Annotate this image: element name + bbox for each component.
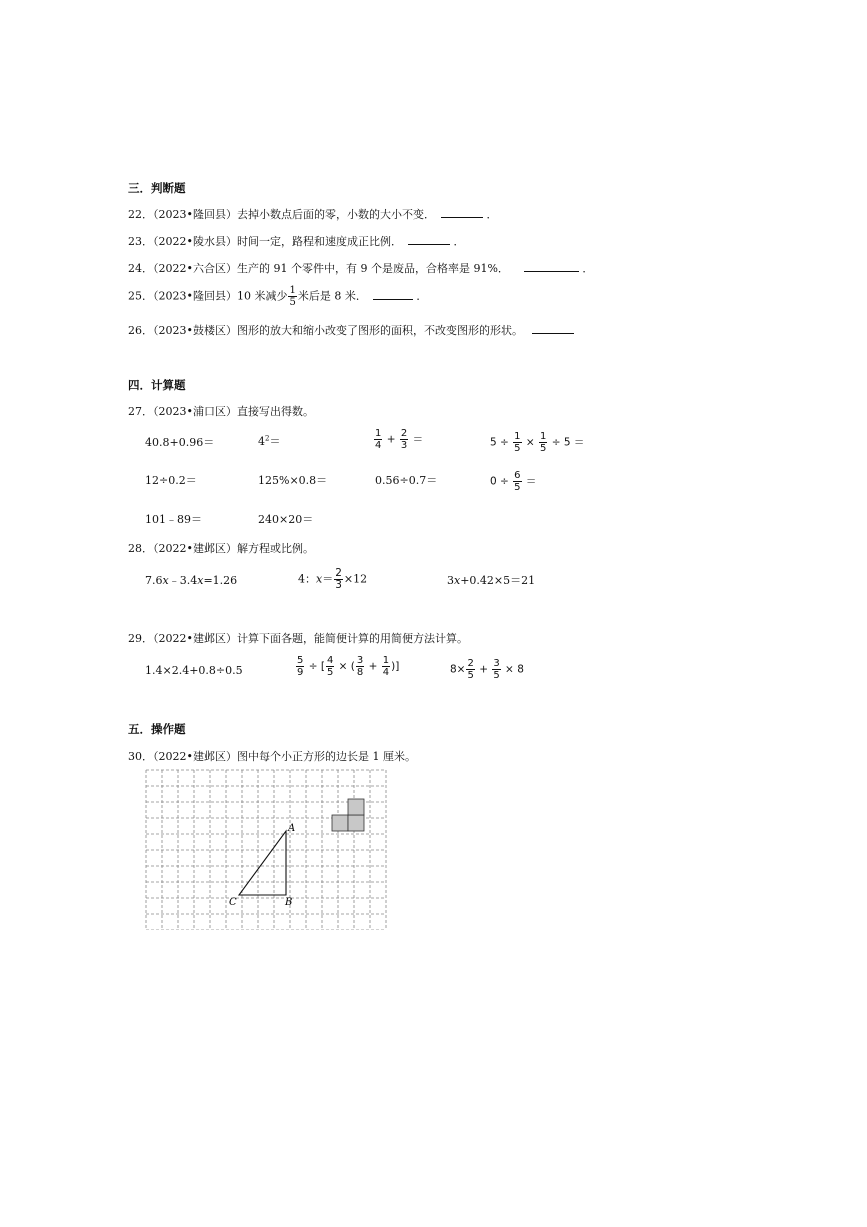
expr-part: ÷ 5 ＝ — [548, 436, 585, 449]
section-heading-operation: 五．操作题 — [128, 722, 186, 736]
fraction-denominator: 9 — [297, 667, 304, 678]
calc-item — [258, 433, 280, 449]
exponent: 2 — [265, 434, 270, 443]
question-end: ． — [486, 208, 498, 221]
question-end: ． — [453, 235, 465, 248]
expr-part: 5 ÷ — [490, 436, 513, 449]
question-source: 24．（2022•六合区） — [128, 262, 237, 275]
question-30-title: 30．（2022•建邺区）图中每个小正方形的边长是 1 厘米。 — [128, 750, 416, 763]
fraction-numerator: 1 — [382, 655, 390, 666]
fraction-numerator: 4 — [326, 655, 334, 666]
expression-1: 1.4×2.4+0.8÷0.5 — [145, 664, 243, 677]
variable: x — [454, 574, 461, 587]
expr-part: 8× — [450, 663, 466, 676]
grid-figure — [143, 767, 397, 930]
expr-part: × 8 — [501, 663, 524, 676]
section-heading-calculation: 四．计算题 — [128, 378, 186, 392]
fraction-denominator: 5 — [514, 443, 521, 454]
calc-item: 12÷0.2＝ — [145, 474, 197, 487]
l-shape-square — [332, 815, 348, 831]
expr-part: × ( — [335, 660, 355, 673]
expr-part: ＝ — [522, 475, 537, 488]
equals: ＝ — [412, 433, 424, 446]
variable: x — [197, 574, 204, 587]
expr-part: × — [522, 436, 539, 449]
fraction-denominator: 5 — [514, 482, 521, 493]
triangle-abc — [239, 831, 286, 895]
expression-3 — [450, 658, 524, 681]
question-22 — [128, 206, 497, 222]
expr-part: )] — [391, 660, 400, 673]
fraction-numerator: 3 — [356, 655, 364, 666]
fraction-denominator: 5 — [326, 667, 334, 678]
l-shape-square — [348, 815, 364, 831]
fraction-denominator: 5 — [540, 443, 547, 454]
vertex-label-a: A — [288, 823, 296, 834]
calc-item — [490, 431, 584, 454]
fraction-denominator: 5 — [493, 670, 500, 681]
variable: x — [162, 574, 169, 587]
expr-part: =1.26 — [203, 574, 238, 587]
fraction-denominator: 8 — [356, 667, 364, 678]
fraction-numerator: 1 — [540, 431, 547, 442]
question-source: 26．（2023•鼓楼区） — [128, 324, 237, 337]
question-text: 去掉小数点后面的零，小数的大小不变． — [236, 208, 435, 221]
expr-part: 0 ÷ — [490, 475, 513, 488]
calc-item: 240×20＝ — [258, 513, 314, 526]
question-text: 时间一定，路程和速度成正比例． — [236, 235, 402, 248]
question-text: 10 米减少 — [236, 289, 288, 303]
question-text: 生产的 91 个零件中，有 9 个是废品，合格率是 91%． — [236, 262, 509, 275]
equation-2 — [298, 568, 367, 591]
question-23 — [128, 233, 464, 249]
question-end: ． — [416, 289, 428, 303]
vertex-label-b: B — [285, 897, 293, 908]
equation-3 — [447, 572, 535, 588]
fraction-numerator: 5 — [297, 655, 304, 666]
question-24 — [128, 260, 593, 276]
question-text: 米后是 8 米． — [297, 289, 367, 303]
question-source: 25．（2023•隆回县） — [128, 289, 237, 303]
calc-item: 101﹣89＝ — [145, 513, 202, 526]
fraction-numerator: 2 — [335, 567, 342, 579]
dashed-grid — [146, 770, 386, 930]
question-29-title: 29．（2022•建邺区）计算下面各题，能简便计算的用简便方法计算。 — [128, 632, 468, 645]
question-25 — [128, 285, 427, 308]
fraction-denominator: 4 — [382, 667, 390, 678]
question-28-title: 28．（2022•建邺区）解方程或比例。 — [128, 542, 314, 555]
base: 4 — [258, 435, 265, 448]
calc-item: 0.56÷0.7＝ — [375, 474, 438, 487]
fraction-numerator: 1 — [289, 285, 296, 296]
question-end: ． — [582, 262, 594, 275]
answer-blank[interactable] — [532, 323, 574, 334]
fraction-denominator: 4 — [375, 440, 382, 451]
variable: x — [316, 572, 323, 586]
expr-part: ﹣3.4 — [168, 574, 198, 587]
section-heading-judgement: 三．判断题 — [128, 181, 186, 195]
expr-part: + — [365, 660, 381, 673]
fraction-numerator: 6 — [514, 470, 521, 481]
expr-part: +0.42×5＝21 — [460, 574, 536, 587]
expr-part: 7.6 — [145, 574, 163, 587]
fraction-denominator: 5 — [289, 297, 296, 308]
expr-part: ＝ — [322, 572, 334, 586]
fraction-numerator: 1 — [375, 428, 382, 439]
vertex-label-c: C — [229, 897, 237, 908]
answer-blank[interactable] — [524, 261, 579, 272]
question-27-title: 27．（2023•浦口区）直接写出得数。 — [128, 405, 314, 418]
expr-part: 3 — [447, 574, 454, 587]
answer-blank[interactable] — [373, 289, 413, 300]
question-text: 图形的放大和缩小改变了图形的面积，不改变图形的形状。 — [236, 324, 523, 337]
fraction-denominator: 5 — [467, 670, 474, 681]
expr-part: + — [475, 663, 492, 676]
answer-blank[interactable] — [441, 207, 483, 218]
expr-part: ÷ [ — [305, 660, 325, 673]
calc-item — [490, 470, 536, 493]
expression-2 — [295, 655, 399, 678]
fraction-numerator: 2 — [400, 428, 408, 439]
l-shape-square — [348, 799, 364, 815]
fraction-numerator: 1 — [514, 431, 521, 442]
fraction — [288, 285, 296, 308]
calc-item: $\frac{1}{4}$ + $\frac{2}{3}$ ＝ — [375, 428, 424, 451]
calc-item: 40.8+0.96＝ — [145, 436, 215, 449]
question-source: 22．（2023•隆回县） — [128, 208, 237, 221]
question-26 — [128, 322, 577, 338]
fraction-denominator: 3 — [400, 440, 408, 451]
answer-blank[interactable] — [408, 234, 450, 245]
expr-part: 4： — [298, 572, 316, 586]
fraction-denominator: 3 — [335, 579, 342, 591]
fraction-numerator: 2 — [467, 658, 474, 669]
equals: ＝ — [269, 435, 281, 448]
equation-1 — [145, 572, 237, 588]
question-source: 23．（2022•陵水县） — [128, 235, 237, 248]
fraction-numerator: 3 — [493, 658, 500, 669]
expr-part: ×12 — [343, 572, 368, 586]
calc-item: 125%×0.8＝ — [258, 474, 328, 487]
